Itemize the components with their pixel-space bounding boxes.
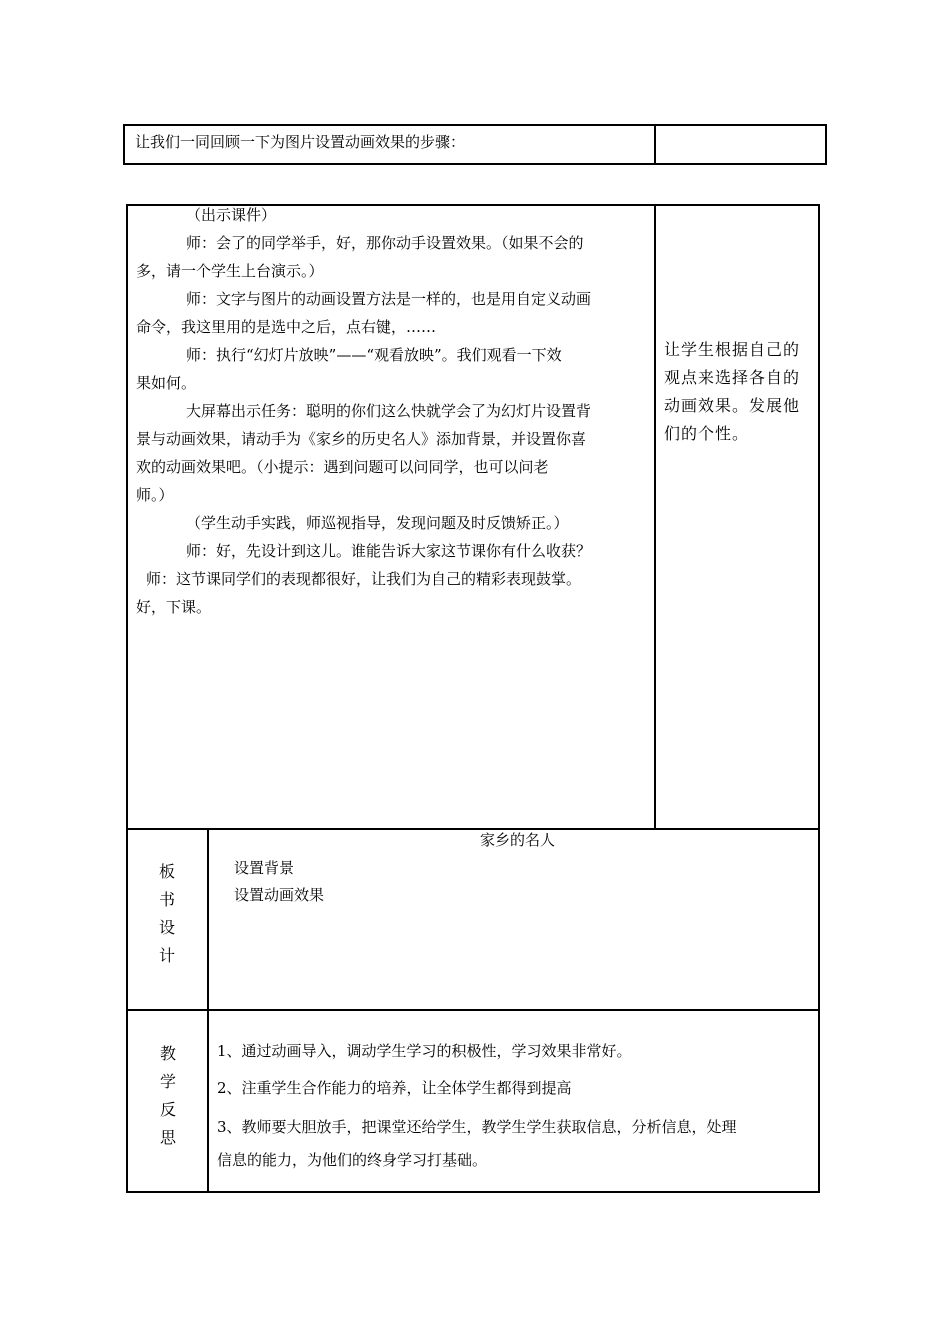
reflection-line: 2、注重学生合作能力的培养，让全体学生都得到提高 xyxy=(217,1079,572,1097)
main-table-bottom-border xyxy=(126,1191,820,1193)
main-line: 果如何。 xyxy=(136,374,197,392)
side-note-line: 们的个性。 xyxy=(664,424,750,443)
main-line: 师：执行“幻灯片放映”——“观看放映”。我们观看一下效 xyxy=(186,346,562,364)
side-note-line: 动画效果。发展他 xyxy=(664,396,801,415)
reflection-line: 信息的能力，为他们的终身学习打基础。 xyxy=(217,1151,488,1169)
main-line: （出示课件） xyxy=(186,206,277,224)
reflection-row-top-border xyxy=(126,1009,820,1011)
board-row-top-border xyxy=(126,828,820,830)
main-line: 师：文字与图片的动画设置方法是一样的，也是用自定义动画 xyxy=(186,290,592,308)
reflection-label-char: 思 xyxy=(159,1128,176,1147)
main-line: （学生动手实践，师巡视指导，发现问题及时反馈矫正。） xyxy=(186,514,569,532)
main-line: 多，请一个学生上台演示。） xyxy=(136,262,324,280)
reflection-line: 1、通过动画导入，调动学生学习的积极性，学习效果非常好。 xyxy=(217,1042,632,1060)
reflection-line: 3、教师要大胆放手，把课堂还给学生，教学生学生获取信息，分析信息，处理 xyxy=(217,1118,737,1136)
side-note-line: 让学生根据自己的 xyxy=(664,340,801,359)
main-line: 命令，我这里用的是选中之后，点右键，…… xyxy=(136,318,437,336)
board-title: 家乡的名人 xyxy=(480,831,556,849)
main-line: 师：会了的同学举手，好，那你动手设置效果。（如果不会的 xyxy=(186,234,584,252)
board-label-char: 书 xyxy=(158,890,175,909)
board-label-char: 设 xyxy=(158,918,175,937)
main-line: 景与动画效果，请动手为《家乡的历史名人》添加背景，并设置你喜 xyxy=(136,430,587,448)
main-line: 师：这节课同学们的表现都很好，让我们为自己的精彩表现鼓掌。 xyxy=(146,570,582,588)
reflection-label-char: 反 xyxy=(159,1100,176,1119)
main-side-divider xyxy=(654,204,656,830)
main-line: 好，下课。 xyxy=(136,598,212,616)
main-line: 欢的动画效果吧。（小提示：遇到问题可以问同学，也可以问老 xyxy=(136,458,549,476)
main-line: 师。） xyxy=(136,486,174,504)
board-label-char: 计 xyxy=(158,946,175,965)
board-item: 设置背景 xyxy=(234,859,295,877)
top-table-prompt: 让我们一同回顾一下为图片设置动画效果的步骤： xyxy=(135,133,466,151)
board-label-char: 板 xyxy=(158,862,175,881)
main-table-left-border xyxy=(126,204,128,1193)
main-line: 大屏幕出示任务：聪明的你们这么快就学会了为幻灯片设置背 xyxy=(186,402,592,420)
reflection-label-char: 教 xyxy=(159,1044,176,1063)
reflection-label-char: 学 xyxy=(159,1072,176,1091)
main-line: 师：好，先设计到这儿。谁能告诉大家这节课你有什么收获？ xyxy=(186,542,592,560)
side-note-line: 观点来选择各自的 xyxy=(664,368,801,387)
main-table-right-border xyxy=(818,204,820,1193)
label-column-divider xyxy=(207,828,209,1193)
board-item: 设置动画效果 xyxy=(234,886,325,904)
